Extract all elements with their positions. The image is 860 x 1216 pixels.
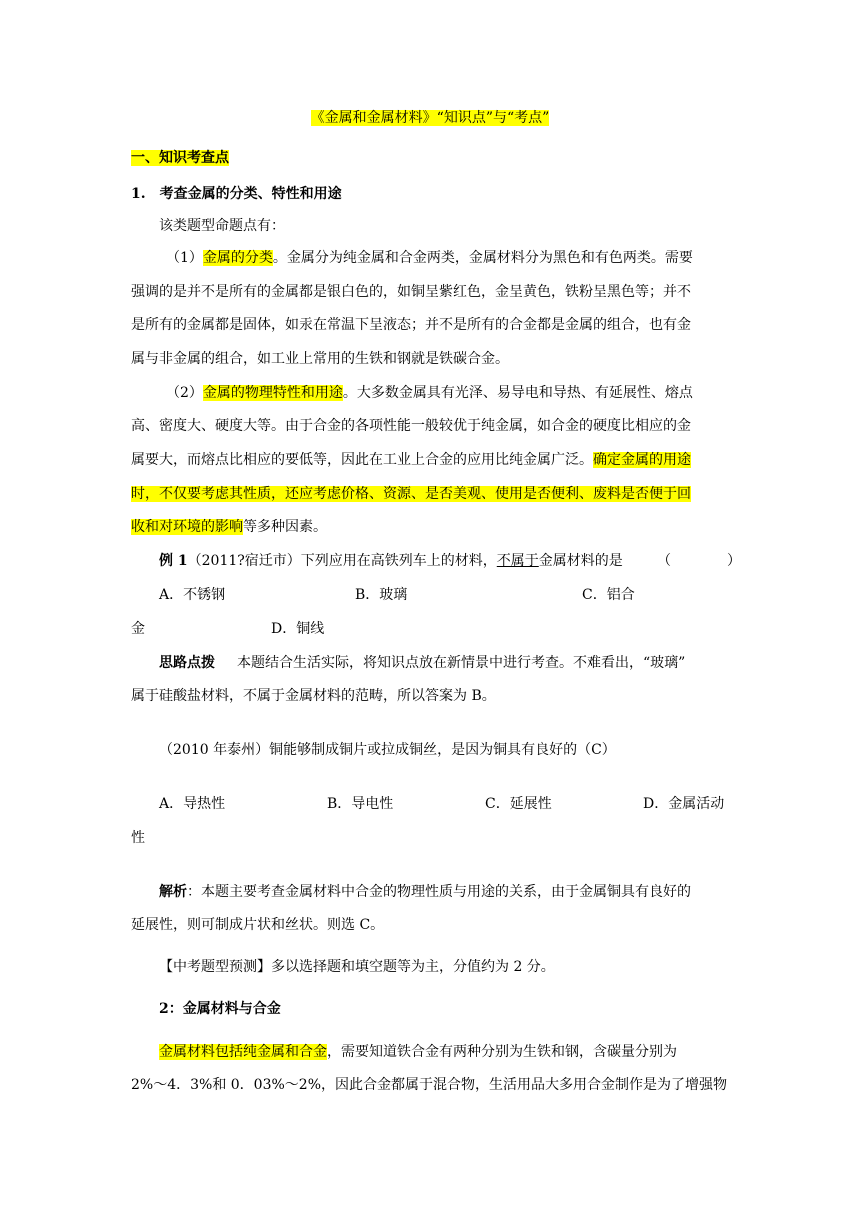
forecast-note: 【中考题型预测】多以选择题和填空题等为主，分值约为 2 分。	[159, 959, 555, 975]
p2-highlight: 金属的物理特性和用途	[202, 385, 343, 401]
example1-option-a: A．不锈钢	[159, 587, 226, 603]
topic2-highlight: 金属材料包括纯金属和合金	[159, 1044, 327, 1060]
p2-number: （2）	[166, 385, 203, 401]
topic1-intro: 该类题型命题点有：	[159, 218, 285, 234]
analysis-label: 解析	[159, 884, 187, 900]
analysis-text: ：本题主要考查金属材料中合金的物理性质与用途的关系，由于金属铜具有良好的	[187, 884, 691, 900]
p2-line5-highlight: 收和对环境的影响	[131, 519, 243, 535]
example2-option-b: B．导电性	[327, 796, 394, 812]
example1-hint-line1	[159, 653, 685, 675]
topic1-heading: 1. 考查金属的分类、特性和用途	[131, 186, 342, 202]
p2-line5	[131, 517, 327, 539]
p1-line3: 是所有的金属都是固体，如汞在常温下呈液态；并不是所有的合金都是金属的组合，也有金	[131, 317, 691, 333]
analysis-line2: 延展性，则可制成片状和丝状。则选 C。	[131, 917, 385, 933]
example1-option-c: C．铝合	[582, 587, 635, 603]
analysis-line1	[159, 882, 691, 904]
p1-highlight: 金属的分类	[202, 250, 273, 266]
example2-option-d: D．金属活动	[643, 796, 725, 812]
p1-line1	[166, 248, 693, 270]
example1-hint-line2: 属于硅酸盐材料，不属于金属材料的范畴，所以答案为 B。	[131, 688, 496, 704]
p2-text: 。大多数金属具有光泽、易导电和导热、有延展性、熔点	[342, 385, 693, 401]
topic2-line1	[159, 1042, 677, 1064]
topic2-line2: 2%～4．3%和 0．03%～2%，因此合金都属于混合物，生活用品大多用合金制作是为了增强物	[131, 1077, 728, 1093]
section-heading-text: 一、知识考查点	[131, 150, 229, 166]
p2-line3-text: 属要大，而熔点比相应的要低等，因此在工业上合金的应用比纯金属广泛。	[131, 452, 593, 468]
document-title-text: 《金属和金属材料》“知识点”与“考点”	[310, 110, 550, 126]
p2-line4	[131, 484, 691, 506]
hint-text: 本题结合生活实际，将知识点放在新情景中进行考查。不难看出，“玻璃”	[237, 655, 686, 671]
example2-option-a: A．导热性	[159, 796, 226, 812]
example1-stem-underline: 不属于	[496, 553, 539, 569]
p2-line3-highlight: 确定金属的用途	[593, 452, 691, 468]
p2-line3	[131, 450, 691, 472]
p2-line5-text: 等多种因素。	[243, 519, 327, 535]
topic2-heading: 2：金属材料与合金	[159, 1001, 281, 1017]
example1-option-d: D．铜线	[271, 621, 325, 637]
example1-option-b: B．玻璃	[355, 587, 408, 603]
example1-stem-a: （2011?宿迁市）下列应用在高铁列车上的材料，	[187, 553, 497, 569]
section-heading	[131, 148, 229, 170]
p2-line1	[166, 383, 693, 405]
example1-label: 例 1	[159, 553, 188, 569]
topic2-line1-text: ，需要知道铁合金有两种分别为生铁和钢，含碳量分别为	[327, 1044, 677, 1060]
p1-line2: 强调的是并不是所有的金属都是银白色的，如铜呈紫红色，金呈黄色，铁粉呈黑色等；并不	[131, 284, 691, 300]
p1-line4: 属与非金属的组合，如工业上常用的生铁和钢就是铁碳合金。	[131, 351, 509, 367]
example2-stem: （2010 年泰州）铜能够制成铜片或拉成铜丝，是因为铜具有良好的（C）	[159, 742, 616, 758]
p2-line4-highlight: 时，不仅要考虑其性质，还应考虑价格、资源、是否美观、使用是否便利、废料是否便于回	[131, 486, 691, 502]
document-title	[0, 108, 860, 130]
example1-answer-paren: （ ）	[657, 553, 741, 569]
p1-text: 。金属分为纯金属和合金两类，金属材料分为黑色和有色两类。需要	[272, 250, 693, 266]
example1-option-c-wrap: 金	[131, 621, 145, 637]
example2-option-c: C．延展性	[485, 796, 552, 812]
p2-line2: 高、密度大、硬度大等。由于合金的各项性能一般较优于纯金属，如合金的硬度比相应的金	[131, 418, 691, 434]
p1-number: （1）	[166, 250, 203, 266]
hint-label: 思路点拨	[159, 655, 215, 671]
example1-stem	[159, 551, 623, 573]
example1-stem-b: 金属材料的是	[538, 553, 623, 569]
example2-option-d-wrap: 性	[131, 830, 145, 846]
